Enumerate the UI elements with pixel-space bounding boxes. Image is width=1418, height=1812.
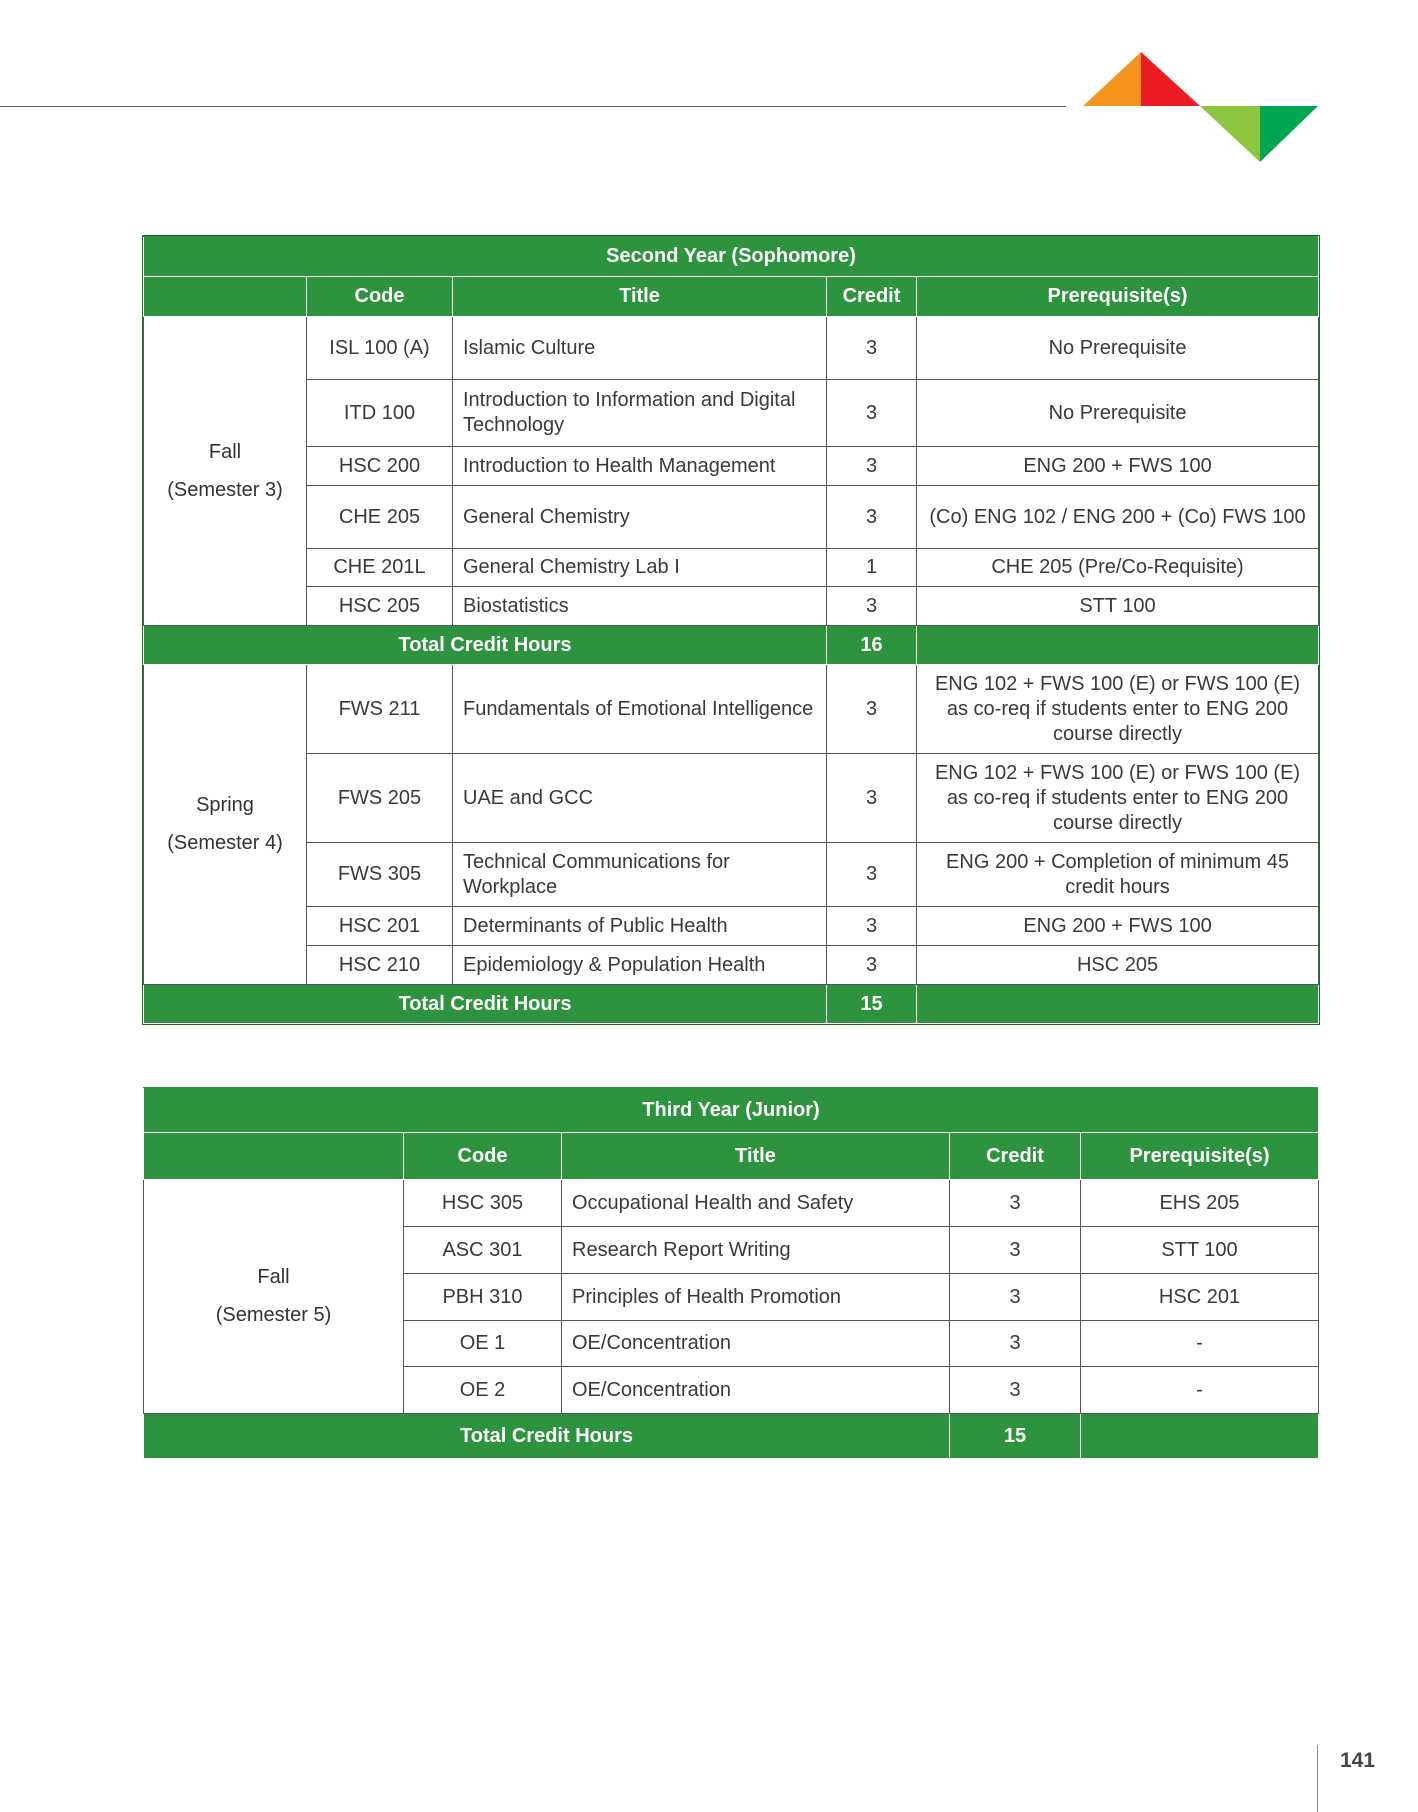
total-value: 15: [950, 1414, 1081, 1459]
course-code: OE 1: [404, 1321, 562, 1367]
header-code: Code: [307, 277, 453, 317]
total-blank: [917, 985, 1319, 1024]
total-value: 16: [827, 626, 917, 665]
total-row: [144, 626, 1319, 665]
course-title: Biostatistics: [453, 587, 827, 626]
second-year-caption: Second Year (Sophomore): [144, 237, 1319, 277]
table-row: [144, 380, 1319, 447]
course-title: UAE and GCC: [453, 754, 827, 843]
course-prereq: ENG 200 + FWS 100: [917, 907, 1319, 946]
course-title: Introduction to Health Management: [453, 447, 827, 486]
header-blank: [144, 1133, 404, 1180]
course-prereq: STT 100: [917, 587, 1319, 626]
table-row: [144, 843, 1319, 907]
table-row: [144, 549, 1319, 587]
table-row: [144, 946, 1319, 985]
course-title: General Chemistry: [453, 486, 827, 549]
course-credit: 3: [827, 665, 917, 754]
course-credit: 3: [827, 946, 917, 985]
course-credit: 3: [827, 907, 917, 946]
course-title: General Chemistry Lab I: [453, 549, 827, 587]
semester-label: [144, 317, 307, 626]
semester-number: (Semester 3): [167, 478, 283, 501]
course-title: OE/Concentration: [562, 1367, 950, 1414]
course-code: ASC 301: [404, 1227, 562, 1274]
page-number-divider: [1317, 1745, 1318, 1812]
header-credit: Credit: [950, 1133, 1081, 1180]
course-prereq: -: [1081, 1367, 1319, 1414]
table-row: [144, 754, 1319, 843]
course-title: OE/Concentration: [562, 1321, 950, 1367]
table-row: [144, 665, 1319, 754]
course-credit: 3: [827, 754, 917, 843]
header-prerequisites: Prerequisite(s): [917, 277, 1319, 317]
course-code: HSC 201: [307, 907, 453, 946]
total-blank: [917, 626, 1319, 665]
course-prereq: ENG 200 + Completion of minimum 45 credit hours: [917, 843, 1319, 907]
semester-name: Spring: [196, 794, 254, 816]
second-year-table: [143, 236, 1319, 1024]
course-code: HSC 305: [404, 1180, 562, 1227]
course-prereq: HSC 205: [917, 946, 1319, 985]
course-code: CHE 201L: [307, 549, 453, 587]
course-prereq: ENG 102 + FWS 100 (E) or FWS 100 (E) as co-req if students enter to ENG 200 course directly: [917, 754, 1319, 843]
semester-label: [144, 1180, 404, 1414]
course-code: FWS 305: [307, 843, 453, 907]
course-prereq: EHS 205: [1081, 1180, 1319, 1227]
total-row: [144, 985, 1319, 1024]
course-prereq: STT 100: [1081, 1227, 1319, 1274]
semester-number: (Semester 5): [215, 1304, 332, 1326]
semester-number: (Semester 4): [167, 832, 283, 854]
semester-name: Fall: [257, 1266, 290, 1288]
course-credit: 3: [950, 1367, 1081, 1414]
course-prereq: ENG 102 + FWS 100 (E) or FWS 100 (E) as co-req if students enter to ENG 200 course directly: [917, 665, 1319, 754]
course-code: ISL 100 (A): [307, 317, 453, 380]
course-prereq: -: [1081, 1321, 1319, 1367]
course-credit: 3: [950, 1274, 1081, 1321]
table-row: [144, 587, 1319, 626]
course-credit: 3: [827, 843, 917, 907]
header-credit: Credit: [827, 277, 917, 317]
header-title: Title: [453, 277, 827, 317]
table-row: [144, 907, 1319, 946]
course-title: Research Report Writing: [562, 1227, 950, 1274]
header-code: Code: [404, 1133, 562, 1180]
course-code: HSC 210: [307, 946, 453, 985]
course-prereq: HSC 201: [1081, 1274, 1319, 1321]
top-rule: [0, 106, 1066, 107]
course-prereq: CHE 205 (Pre/Co-Requisite): [917, 549, 1319, 587]
course-prereq: No Prerequisite: [917, 317, 1319, 380]
header-blank: [144, 277, 307, 317]
course-prereq: ENG 200 + FWS 100: [917, 447, 1319, 486]
total-label: Total Credit Hours: [144, 985, 827, 1024]
header-title: Title: [562, 1133, 950, 1180]
course-credit: 3: [950, 1321, 1081, 1367]
triangle-logo-icon: [1080, 50, 1320, 162]
course-code: FWS 211: [307, 665, 453, 754]
third-year-caption: Third Year (Junior): [144, 1088, 1319, 1133]
total-blank: [1081, 1414, 1319, 1459]
semester-name: Fall: [208, 440, 242, 463]
course-credit: 3: [827, 447, 917, 486]
third-year-table: [143, 1087, 1319, 1459]
course-title: Determinants of Public Health: [453, 907, 827, 946]
course-prereq: No Prerequisite: [917, 380, 1319, 447]
course-credit: 1: [827, 549, 917, 587]
total-label: Total Credit Hours: [144, 626, 827, 665]
course-code: CHE 205: [307, 486, 453, 549]
table-row: [144, 317, 1319, 380]
course-title: Technical Communications for Workplace: [453, 843, 827, 907]
semester-label: [144, 665, 307, 985]
table-row: [144, 486, 1319, 549]
course-title: Occupational Health and Safety: [562, 1180, 950, 1227]
course-credit: 3: [827, 486, 917, 549]
course-title: Islamic Culture: [453, 317, 827, 380]
course-credit: 3: [950, 1180, 1081, 1227]
course-code: ITD 100: [307, 380, 453, 447]
course-title: Principles of Health Promotion: [562, 1274, 950, 1321]
course-credit: 3: [827, 587, 917, 626]
course-code: HSC 200: [307, 447, 453, 486]
course-credit: 3: [950, 1227, 1081, 1274]
total-value: 15: [827, 985, 917, 1024]
total-row: [144, 1414, 1319, 1459]
course-title: Introduction to Information and Digital Technology: [453, 380, 827, 447]
course-code: OE 2: [404, 1367, 562, 1414]
course-credit: 3: [827, 317, 917, 380]
course-code: PBH 310: [404, 1274, 562, 1321]
course-credit: 3: [827, 380, 917, 447]
page-number: 141: [1340, 1749, 1376, 1772]
table-row: [144, 1180, 1319, 1227]
total-label: Total Credit Hours: [144, 1414, 950, 1459]
course-code: HSC 205: [307, 587, 453, 626]
course-title: Epidemiology & Population Health: [453, 946, 827, 985]
course-title: Fundamentals of Emotional Intelligence: [453, 665, 827, 754]
course-code: FWS 205: [307, 754, 453, 843]
table-row: [144, 447, 1319, 486]
course-prereq: (Co) ENG 102 / ENG 200 + (Co) FWS 100: [917, 486, 1319, 549]
header-prerequisites: Prerequisite(s): [1081, 1133, 1319, 1180]
